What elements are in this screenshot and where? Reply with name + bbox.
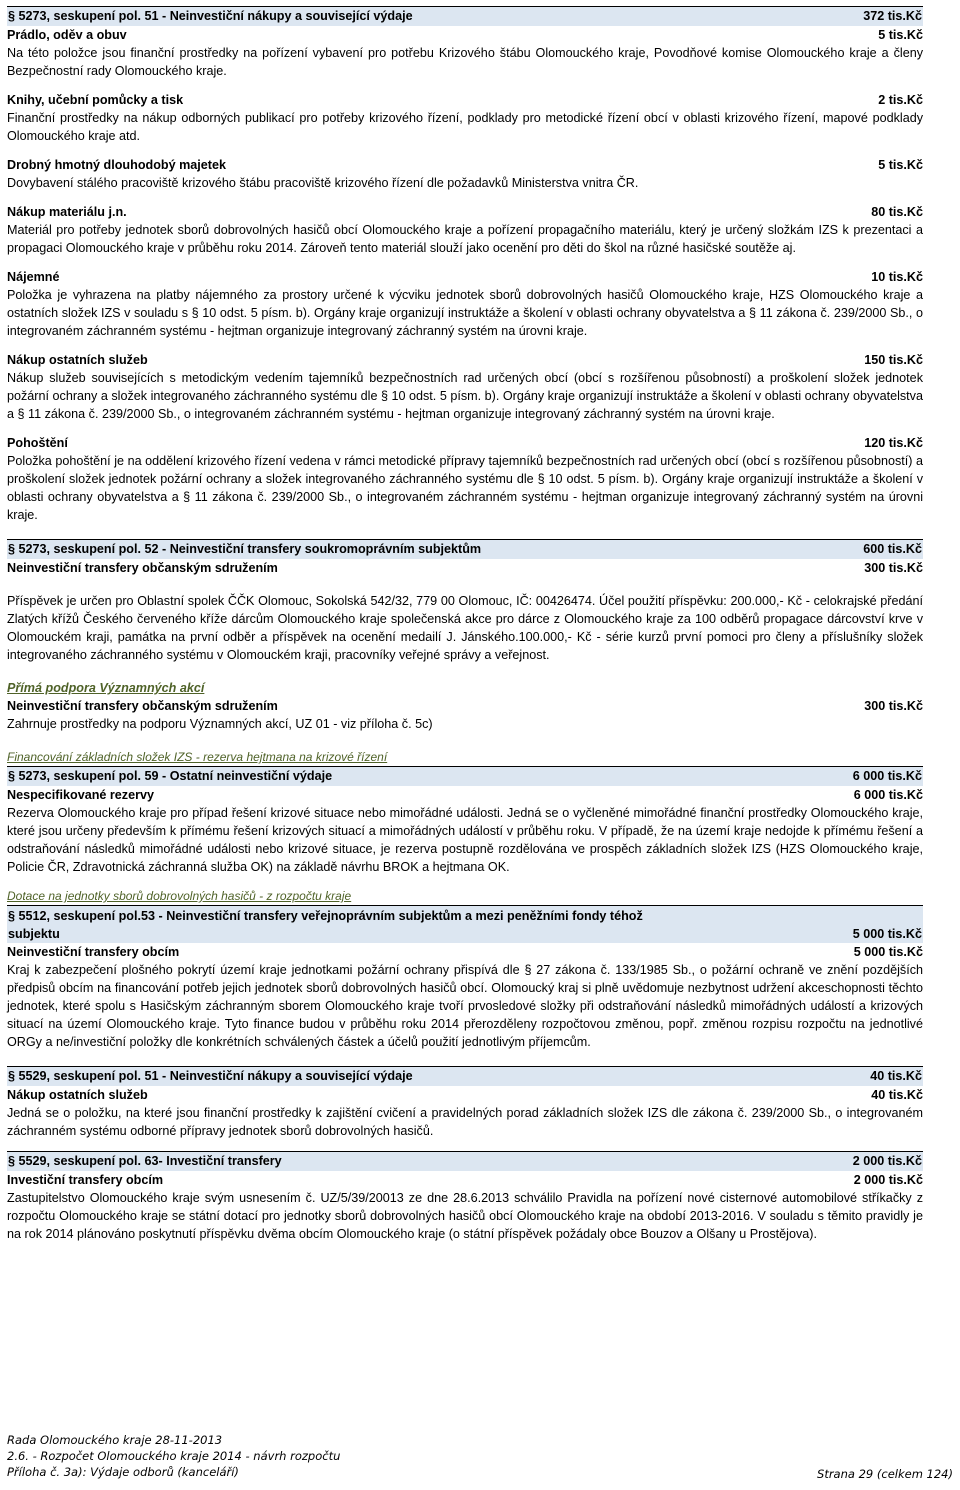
- section-header-5273-52: [7, 539, 923, 559]
- item-amount: 150 tis.Kč: [864, 353, 923, 367]
- item-heading: [7, 434, 923, 452]
- page-footer: [7, 1432, 953, 1480]
- item-heading: [7, 559, 923, 577]
- item-title: Knihy, učební pomůcky a tisk: [7, 93, 184, 107]
- item-heading: [7, 1086, 923, 1104]
- footer-line-rada: Rada Olomouckého kraje 28-11-2013: [7, 1433, 223, 1447]
- footer-line-priloha: Příloha č. 3a): Výdaje odborů (kanceláří): [7, 1465, 239, 1479]
- item-nakup-materialu: [7, 203, 923, 257]
- item-title: Nákup materiálu j.n.: [7, 205, 127, 219]
- section-title: § 5529, seskupení pol. 63- Investiční transfery: [8, 1154, 282, 1168]
- item-heading: [7, 26, 923, 44]
- item-heading: [7, 351, 923, 369]
- item-drobny-majetek: [7, 156, 923, 192]
- item-amount: 300 tis.Kč: [864, 699, 923, 713]
- section-amount: 372 tis.Kč: [863, 9, 922, 23]
- item-knihy: [7, 91, 923, 145]
- item-heading: [7, 268, 923, 286]
- item-text: Nákup služeb souvisejících s metodickým vedením tajemníků bezpečnostních rad určených obcí (obcí s rozšířenou působností) a proškolení složek jednotek požární ochrany a složek integrovaného záchranného systému dle § 10 odst. 5 písm. b). Orgány kraje organizují instruktáže a školení v oblasti ochrany obyvatelstva a § 11 zákona č. 239/2000 Sb., o integrovaném záchranném systému - hejtman organizuje integrovaný záchranný systém na úrovni kraje.: [7, 371, 923, 421]
- section-amount: 40 tis.Kč: [870, 1069, 922, 1083]
- green-heading-dotace-sdh: Dotace na jednotky sborů dobrovolných hasičů - z rozpočtu kraje: [7, 889, 352, 903]
- section-header-5512-53: [7, 905, 923, 943]
- item-heading: [7, 1171, 923, 1189]
- item-amount: 5 tis.Kč: [878, 158, 923, 172]
- item-amount: 2 000 tis.Kč: [853, 1173, 923, 1187]
- item-amount: 5 000 tis.Kč: [853, 945, 923, 959]
- item-text: Kraj k zabezpečení plošného pokrytí území kraje jednotkami požární ochrany přispívá dle § 27 zákona č. 133/1985 Sb., o požární ochraně ve znění pozdějších předpisů obcím na financování potřeb jejich jednotek sborů dobrovolných hasičů obcí. Olomoucký kraj si plně uvědomuje nezbytnost udržení akceschopnosti těchto jednotek, které spolu s Hasičským záchranným sborem Olomouckého kraje tvoří prvosledové složky při odstraňování následků mimořádných událostí a krizových situací na území Olomouckého kraje. Tyto finance budou v průběhu roku 2014 přerozděleny rozpočtovou změnou, popř. změnou rozpisu rozpočtu na jednotlivé ORGy a ne/investiční položky dle konkrétních schválených částek a účelů použití jednotlivým příjemcům.: [7, 963, 923, 1049]
- item-nakup-sluzeb: [7, 351, 923, 423]
- green-heading-vyznamne-akce: Přímá podpora Významných akcí: [7, 681, 205, 695]
- item-title: Nespecifikované rezervy: [7, 788, 155, 802]
- item-heading: [7, 943, 923, 961]
- item-title: Pohoštění: [7, 436, 68, 450]
- item-text: Položka je vyhrazena na platby nájemného za prostory určené k výcviku jednotek sborů dobrovolných hasičů Olomouckého kraje, HZS Olomouckého kraje a ostatních složek IZS v souladu s § 10 odst. 5 písm. b). Orgány kraje organizují instruktáže a školení v oblasti ochrany obyvatelstva a § 11 zákona č. 239/2000 Sb., o integrovaném záchranném systému - hejtman organizuje integrovaný záchranný systém na úrovni kraje.: [7, 288, 923, 338]
- footer-line-rozpocet: 2.6. - Rozpočet Olomouckého kraje 2014 - návrh rozpočtu: [7, 1449, 341, 1463]
- item-amount: 6 000 tis.Kč: [853, 788, 923, 802]
- section-amount: 600 tis.Kč: [863, 542, 922, 556]
- section-header-5529-51: [7, 1066, 923, 1086]
- item-pohosteni: [7, 434, 923, 524]
- section-header-5529-63: [7, 1151, 923, 1171]
- section-amount: 2 000 tis.Kč: [852, 1154, 922, 1168]
- section-title: § 5512, seskupení pol.53 - Neinvestiční transfery veřejnoprávním subjektům a mezi peněžními fondy téhož subjektu: [8, 909, 643, 941]
- item-text: Zahrnuje prostředky na podporu Významných akcí, UZ 01 - viz příloha č. 5c): [7, 717, 433, 731]
- item-amount: 40 tis.Kč: [871, 1088, 923, 1102]
- section-header-5273-59: [7, 766, 923, 786]
- section-title: § 5273, seskupení pol. 52 - Neinvestiční transfery soukromoprávním subjektům: [8, 542, 482, 556]
- item-title: Neinvestiční transfery obcím: [7, 945, 180, 959]
- item-title: Nákup ostatních služeb: [7, 1088, 148, 1102]
- item-title: Investiční transfery obcím: [7, 1173, 164, 1187]
- item-amount: 80 tis.Kč: [871, 205, 923, 219]
- item-amount: 300 tis.Kč: [864, 561, 923, 575]
- section-amount: 5 000 tis.Kč: [852, 927, 922, 941]
- item-text: Jedná se o položku, na které jsou finanční prostředky k zajištění cvičení a pravidelných porad základních složek IZS dle zákona č. 239/2000 Sb., o integrovaném záchranném systému odborné přípravy jednotek sborů dobrovolných hasičů.: [7, 1106, 923, 1138]
- page-number: Strana 29 (celkem 124): [817, 1467, 953, 1481]
- item-title: Nákup ostatních služeb: [7, 353, 148, 367]
- section-title: § 5273, seskupení pol. 51 - Neinvestiční nákupy a související výdaje: [8, 9, 413, 23]
- item-title: Neinvestiční transfery občanským sdružením: [7, 699, 278, 713]
- section-amount: 6 000 tis.Kč: [852, 769, 922, 783]
- item-pradlo: [7, 26, 923, 80]
- item-title: Nájemné: [7, 270, 60, 284]
- item-text: Položka pohoštění je na oddělení krizového řízení vedena v rámci metodické přípravy tajemníků bezpečnostních rad určených obcí (obcí s rozšířenou působností) a proškolení složek jednotek požární ochrany a složek integrovaného záchranného systému dle § 10 odst. 5 písm. b). Orgány kraje organizují instruktáže a školení v oblasti ochrany obyvatelstva a § 11 zákona č. 239/2000 Sb., o integrovaném záchranném systému - hejtman organizuje integrovaný záchranný systém na úrovni kraje.: [7, 454, 923, 522]
- item-title: Prádlo, oděv a obuv: [7, 28, 127, 42]
- item-title: Neinvestiční transfery občanským sdružením: [7, 561, 278, 575]
- item-text: Příspěvek je určen pro Oblastní spolek ČČK Olomouc, Sokolská 542/32, 779 00 Olomouc, IČ: 00426474. Účel použití příspěvku: 200.000,- Kč - celokrajské předání Zlatých křížů Českého červeného kříže dárcům Olomouckého kraje společenská akce pro dárce z Olomouckého kraje za 100 odběrů propagace dárcovství krve v Olomouckém kraji, památka na první odběr a příspěvek na ocenění medailí J. Jánského.100.000,- Kč - série kurzů první pomoci pro členy a příslušníky složek integrovaného záchranného systému v Olomouckém kraji, pracovníky veřejné správy a veřejnost.: [7, 594, 923, 662]
- item-heading: [7, 203, 923, 221]
- item-text: Rezerva Olomouckého kraje pro případ řešení krizové situace nebo mimořádné události. Jedná se o vyčleněné mimořádné finanční prostředky Olomouckého kraje, které jsou určeny především k přímému řešení krizových situací a mimořádných událostí v průběhu roku. V případě, že na území kraje nedojde k přímému řešení a odstraňování následků mimořádné události nebo krizové situace, je rezerva postupně rozdělována ve prospěch základních složek IZS (HZS Olomouckého kraje, Policie ČR, Zdravotnická záchranná služba OK) na základě návrhu BROK a hejtmana OK.: [7, 806, 923, 874]
- item-text: Dovybavení stálého pracoviště krizového štábu pracoviště krizového řízení dle požadavků Ministerstva vnitra ČR.: [7, 176, 639, 190]
- section-header-5273-51: [7, 6, 923, 26]
- item-heading: [7, 786, 923, 804]
- document-page: [7, 6, 923, 1243]
- item-amount: 10 tis.Kč: [871, 270, 923, 284]
- item-text: Materiál pro potřeby jednotek sborů dobrovolných hasičů obcí Olomouckého kraje a pořízení propagačního materiálu, který je určený složkám IZS k prezentaci a propagaci Olomouckého kraje v průběhu roku 2014. Zároveň tento materiál slouží jako ocenění pro děti do škol na různé hasičské soutěže aj.: [7, 223, 923, 255]
- item-text: Na této položce jsou finanční prostředky na pořízení vybavení pro potřebu Krizového štábu Olomouckého kraje, Povodňové komise Olomouckého kraje a členy Bezpečnostní rady Olomouckého kraje.: [7, 46, 923, 78]
- item-amount: 120 tis.Kč: [864, 436, 923, 450]
- section-title: § 5273, seskupení pol. 59 - Ostatní neinvestiční výdaje: [8, 769, 333, 783]
- item-najemne: [7, 268, 923, 340]
- item-heading: [7, 91, 923, 109]
- item-title: Drobný hmotný dlouhodobý majetek: [7, 158, 227, 172]
- item-heading: [7, 156, 923, 174]
- item-text: Finanční prostředky na nákup odborných publikací pro potřeby krizového řízení, podklady pro metodické řízení obcí v oblasti krizového řízení, mapové podklady Olomouckého kraje atd.: [7, 111, 923, 143]
- item-amount: 2 tis.Kč: [878, 93, 923, 107]
- item-heading: [7, 697, 923, 715]
- green-heading-rezerva: Financování základních složek IZS - rezerva hejtmana na krizové řízení: [7, 750, 388, 764]
- item-amount: 5 tis.Kč: [878, 28, 923, 42]
- item-text: Zastupitelstvo Olomouckého kraje svým usnesením č. UZ/5/39/20013 ze dne 28.6.2013 schválilo Pravidla na pořízení nové cisternové automobilové stříkačky z rozpočtu Olomouckého kraje se státní dotací pro jednotky sborů dobrovolných hasičů obcí Olomouckého kraje na období 2013-2016. V souladu s těmito pravidly je na rok 2014 plánováno poskytnutí příspěvku dvěma obcím Olomouckého kraje (o státní příspěvek požádaly obce Bouzov a Olšany u Prostějova).: [7, 1191, 923, 1241]
- section-title: § 5529, seskupení pol. 51 - Neinvestiční nákupy a související výdaje: [8, 1069, 413, 1083]
